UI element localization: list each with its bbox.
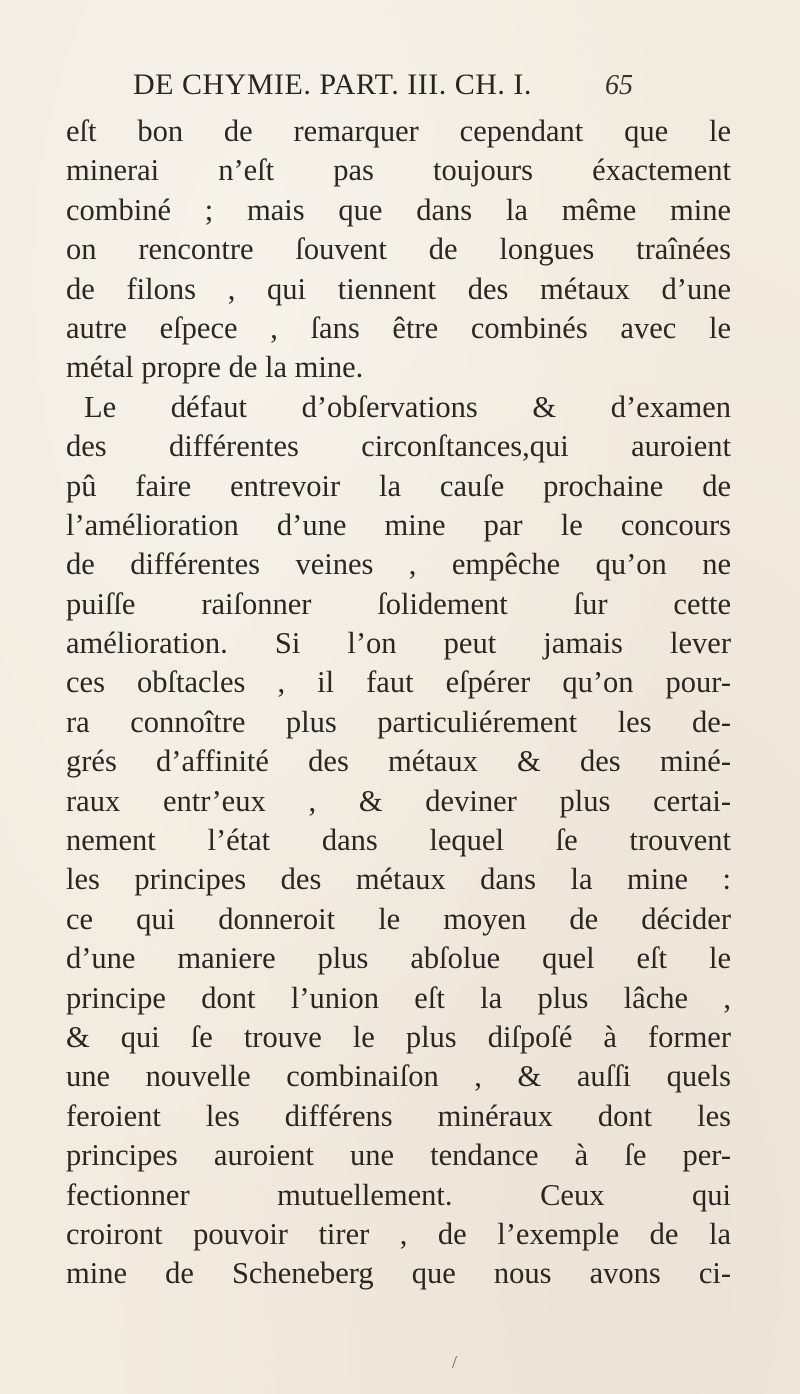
page-header [133,68,633,112]
text-line: autre eſpece , ſans être combinés avec le [66,310,731,345]
text-line: grés d’affinité des métaux & des miné- [66,744,731,779]
body-text [66,112,731,1294]
text-line: nement l’état dans lequel ſe trouvent [66,823,731,858]
text-line: les principes des métaux dans la mine : [66,862,731,897]
text-line: d’une maniere plus abſolue quel eſt le [66,941,731,976]
text-line: principes auroient une tendance à ſe per- [66,1138,731,1173]
paragraph-start-line: Le défaut d’obſervations & d’examen [84,389,731,424]
text-line: croiront pouvoir tirer , de l’exemple de la [66,1216,731,1251]
text-line: ces obſtacles , il faut eſpérer qu’on pour- [66,665,731,700]
text-line: raux entr’eux , & deviner plus certai- [66,783,731,818]
text-line: fectionner mutuellement. Ceux qui [66,1177,731,1212]
text-line: combiné ; mais que dans la même mine [66,192,731,227]
text-line: principe dont l’union eſt la plus lâche , [66,980,731,1015]
text-line: puiſſe raiſonner ſolidement ſur cette [66,586,731,621]
text-line: métal propre de la mine. [66,350,364,385]
text-line: des différentes circonſtances,qui auroient [66,429,731,464]
text-line: minerai n’eſt pas toujours éxactement [66,153,731,188]
text-line: pû faire entrevoir la cauſe prochaine de [66,468,731,503]
text-line: l’amélioration d’une mine par le concours [66,507,731,542]
footer-mark: / [452,1352,458,1372]
text-line: ra connoître plus particuliérement les de- [66,704,731,739]
text-line: & qui ſe trouve le plus diſpoſé à former [66,1019,731,1054]
text-line: de filons , qui tiennent des métaux d’une [66,271,731,306]
text-line: eſt bon de remarquer cependant que le [66,114,731,148]
text-line: mine de Scheneberg que nous avons ci- [66,1256,731,1291]
text-line: de différentes veines , empêche qu’on ne [66,547,731,582]
page-number: 65 [605,70,633,101]
running-head: DE CHYMIE. PART. III. CH. I. [133,68,532,101]
text-line: feroient les différens minéraux dont les [66,1098,731,1133]
text-line: on rencontre ſouvent de longues traînées [66,232,731,267]
text-line: une nouvelle combinaiſon , & auſſi quels [66,1059,731,1094]
text-line: ce qui donneroit le moyen de décider [66,901,731,936]
text-line: amélioration. Si l’on peut jamais lever [66,626,731,661]
